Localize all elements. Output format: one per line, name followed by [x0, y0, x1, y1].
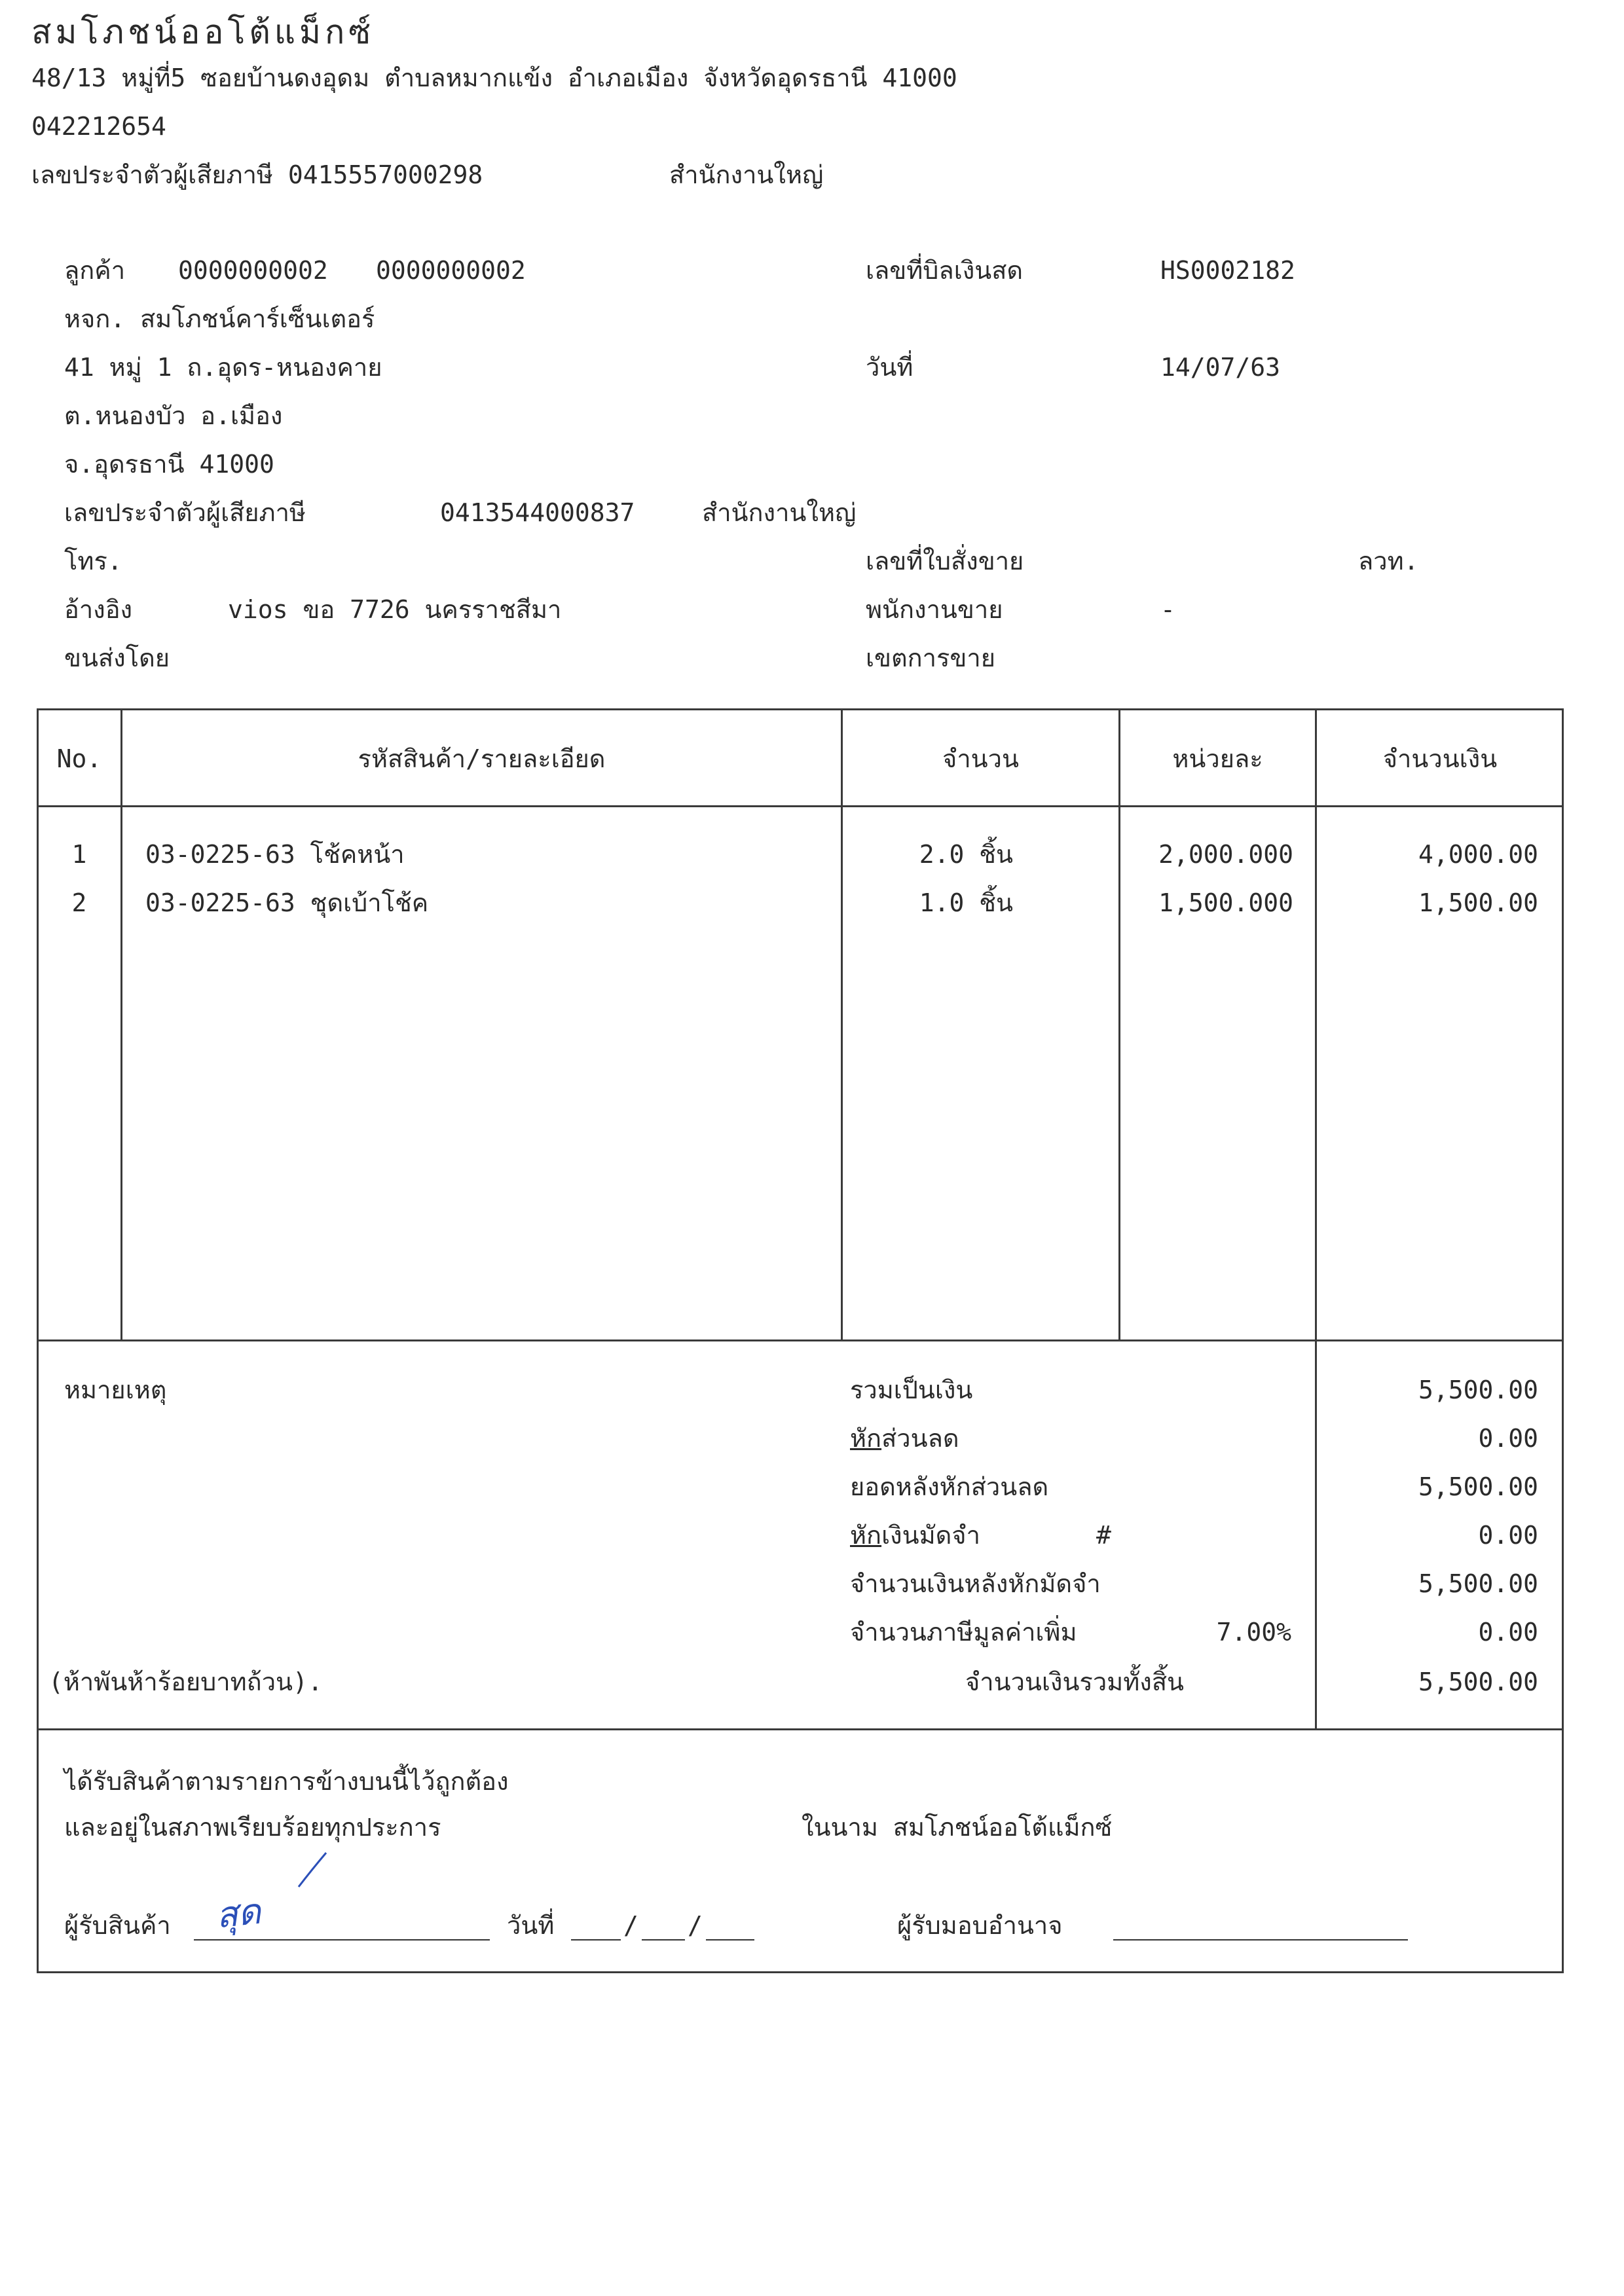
salesperson-label: พนักงานขาย: [866, 595, 1003, 624]
row-2-no: 2: [71, 888, 87, 917]
row-2-unit-price: 1,500.000: [1158, 888, 1293, 917]
after-deposit-label: จำนวนเงินหลังหักมัดจำ: [850, 1569, 1101, 1598]
company-phone: 042212654: [31, 112, 166, 141]
receive-date-label: วันที่: [507, 1911, 555, 1940]
row-2-description: 03-0225-63 ชุดเบ้าโช้ค: [145, 888, 429, 917]
table-header-divider: [37, 805, 1564, 807]
deposit-value: 0.00: [1478, 1521, 1538, 1550]
header-description: รหัสสินค้า/รายละเอียด: [358, 744, 606, 773]
salesperson-value: -: [1160, 595, 1175, 624]
shipping-label: ขนส่งโดย: [64, 644, 170, 672]
authorized-label: ผู้รับมอบอำนาจ: [897, 1911, 1063, 1940]
after-discount-value: 5,500.00: [1418, 1472, 1538, 1501]
customer-address-2: ต.หนองบัว อ.เมือง: [64, 401, 283, 430]
reference-label: อ้างอิง: [64, 595, 133, 624]
col-line-1: [120, 708, 122, 1341]
deposit-label-prefix: หัก: [850, 1521, 882, 1550]
customer-phone-label: โทร.: [64, 547, 122, 575]
summary-divider: [37, 1728, 1564, 1730]
customer-name: หจก. สมโภชน์คาร์เซ็นเตอร์: [64, 304, 375, 333]
customer-code-2: 0000000002: [376, 256, 526, 285]
row-1-unit-price: 2,000.000: [1158, 840, 1293, 869]
remark-label: หมายเหตุ: [64, 1376, 167, 1404]
customer-address-1: 41 หมู่ 1 ถ.อุดร-หนองคาย: [64, 353, 382, 382]
bill-no-label: เลขที่บิลเงินสด: [866, 256, 1024, 285]
col-line-3: [1118, 708, 1120, 1341]
row-2-amount: 1,500.00: [1418, 888, 1538, 917]
row-1-amount: 4,000.00: [1418, 840, 1538, 869]
table-body-divider: [37, 1339, 1564, 1341]
discount-label-prefix: หัก: [850, 1424, 882, 1453]
deposit-hash: #: [1096, 1521, 1111, 1550]
bill-no-value: HS0002182: [1160, 256, 1295, 285]
after-deposit-value: 5,500.00: [1418, 1569, 1538, 1598]
on-behalf-of: ในนาม สมโภชน์ออโต้แม็กซ์: [802, 1813, 1113, 1842]
header-no: No.: [56, 744, 102, 773]
reference-value: vios ขอ 7726 นครราชสีมา: [228, 595, 562, 624]
bill-date-value: 14/07/63: [1160, 353, 1281, 382]
customer-tax-label: เลขประจำตัวผู้เสียภาษี: [64, 498, 306, 527]
company-branch: สำนักงานใหญ่: [669, 160, 824, 189]
company-name: สมโภชน์ออโต้แม็กซ์: [31, 13, 375, 51]
customer-label: ลูกค้า: [64, 256, 126, 285]
vat-value: 0.00: [1478, 1618, 1538, 1647]
after-discount-label: ยอดหลังหักส่วนลด: [850, 1472, 1049, 1501]
sales-order-value: ลวท.: [1358, 547, 1419, 575]
receive-date-sep-1: /: [623, 1911, 638, 1940]
sales-area-label: เขตการขาย: [866, 644, 995, 672]
receiver-signature: สุด: [213, 1890, 263, 1937]
grand-total-value: 5,500.00: [1418, 1667, 1538, 1696]
header-amount: จำนวนเงิน: [1382, 744, 1498, 773]
vat-label: จำนวนภาษีมูลค่าเพิ่ม: [850, 1618, 1077, 1647]
customer-tax-id: 0413544000837: [440, 498, 635, 527]
subtotal-value: 5,500.00: [1418, 1376, 1538, 1404]
discount-value: 0.00: [1478, 1424, 1538, 1453]
discount-label: [850, 1426, 959, 1451]
receiver-signature-line: [194, 1939, 490, 1941]
grand-total-label: จำนวนเงินรวมทั้งสิ้น: [965, 1667, 1184, 1696]
row-1-quantity: 2.0 ชิ้น: [919, 840, 1013, 869]
receiver-label: ผู้รับสินค้า: [64, 1911, 171, 1940]
subtotal-label: รวมเป็นเงิน: [850, 1376, 973, 1404]
row-1-no: 1: [71, 840, 87, 869]
vat-rate: 7.00%: [1216, 1618, 1291, 1647]
company-tax-id: เลขประจำตัวผู้เสียภาษี 0415557000298: [31, 160, 483, 189]
row-2-quantity: 1.0 ชิ้น: [919, 888, 1013, 917]
sales-order-label: เลขที่ใบสั่งขาย: [866, 547, 1024, 575]
amount-in-words: (ห้าพันห้าร้อยบาทถ้วน).: [48, 1667, 323, 1696]
col-line-2: [841, 708, 843, 1341]
receive-date-sep-2: /: [688, 1911, 703, 1940]
received-statement-1: ได้รับสินค้าตามรายการข้างบนนี้ไว้ถูกต้อง: [64, 1767, 509, 1796]
customer-code-1: 0000000002: [178, 256, 328, 285]
receive-date-year: [706, 1939, 754, 1941]
signature-stroke: [296, 1850, 329, 1889]
received-statement-2: และอยู่ในสภาพเรียบร้อยทุกประการ: [64, 1813, 441, 1842]
receive-date-day: [571, 1939, 621, 1941]
deposit-label: [850, 1523, 980, 1548]
discount-label-suffix: ส่วนลด: [881, 1424, 959, 1453]
company-address: 48/13 หมู่ที่5 ซอยบ้านดงอุดม ตำบลหมากแข้ง อำเภอเมือง จังหวัดอุดรธานี 41000: [31, 64, 957, 92]
authorized-signature-line: [1113, 1939, 1408, 1941]
header-unit-price: หน่วยละ: [1172, 744, 1263, 773]
deposit-label-suffix: เงินมัดจำ: [881, 1521, 980, 1550]
receive-date-month: [642, 1939, 685, 1941]
customer-address-3: จ.อุดรธานี 41000: [64, 450, 274, 479]
row-1-description: 03-0225-63 โช้คหน้า: [145, 840, 405, 869]
header-quantity: จำนวน: [942, 744, 1019, 773]
bill-date-label: วันที่: [866, 353, 913, 382]
customer-branch: สำนักงานใหญ่: [702, 498, 857, 527]
